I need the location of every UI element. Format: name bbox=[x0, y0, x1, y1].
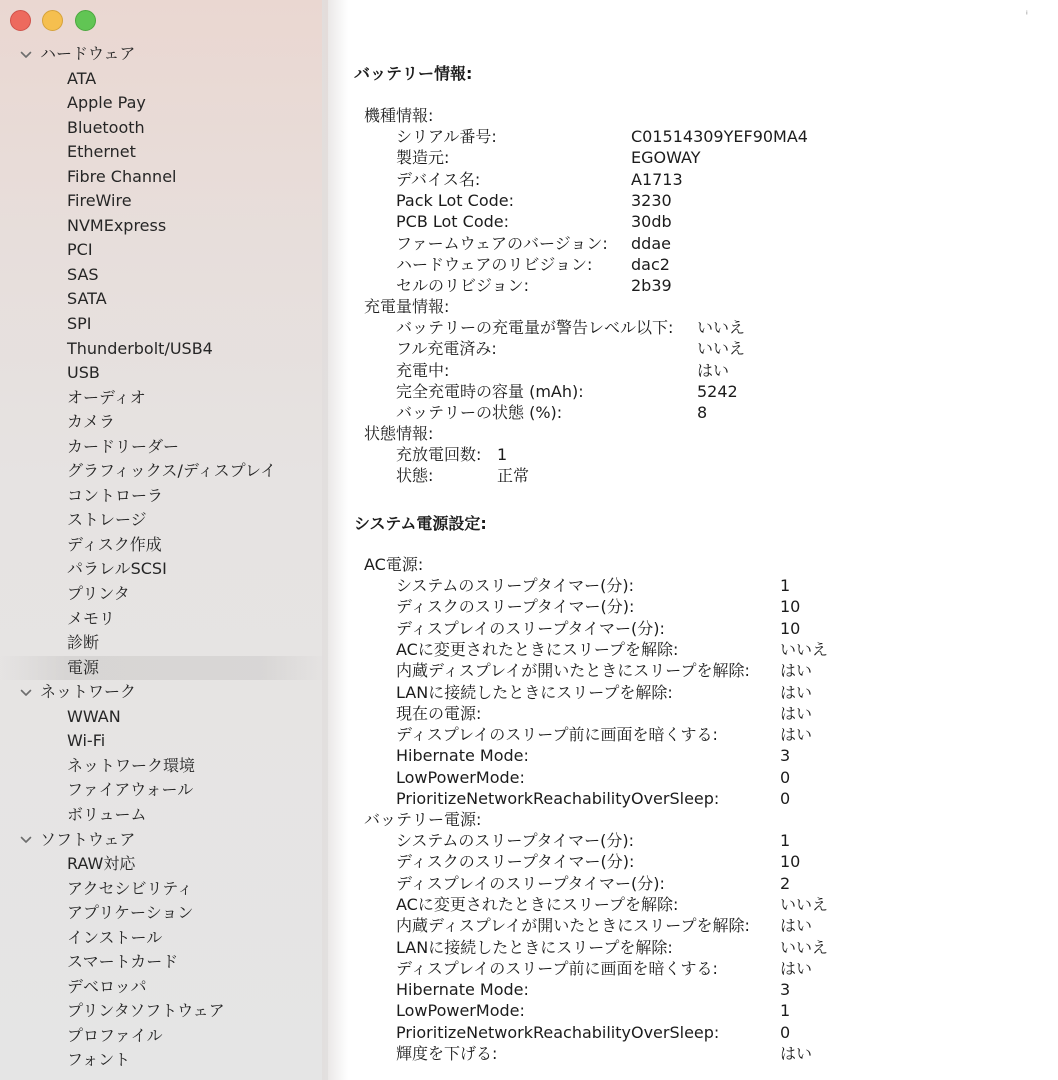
sidebar-item[interactable]: SATA bbox=[67, 289, 107, 309]
info-key: PCB Lot Code: bbox=[396, 212, 510, 232]
info-key: 内蔵ディスプレイが開いたときにスリープを解除: bbox=[396, 661, 750, 681]
minimize-window-button[interactable] bbox=[42, 10, 63, 31]
info-key: PrioritizeNetworkReachabilityOverSleep: bbox=[396, 1022, 720, 1042]
info-key: システムのスリープタイマー(分): bbox=[396, 576, 635, 595]
info-key: ACに変更されたときにスリープを解除: bbox=[396, 894, 679, 914]
info-key: Hibernate Mode: bbox=[396, 980, 529, 1000]
info-key: ディスクのスリープタイマー(分): bbox=[396, 597, 635, 617]
sidebar-item[interactable]: アクセシビリティ bbox=[67, 878, 193, 898]
info-key: ディスプレイのスリープ前に画面を暗くする: bbox=[396, 958, 718, 978]
info-value: はい bbox=[780, 661, 813, 681]
sidebar-item[interactable]: ディスク作成 bbox=[67, 534, 162, 554]
sidebar-item[interactable]: ファイアウォール bbox=[67, 780, 194, 800]
info-key: 輝度を下げる: bbox=[396, 1044, 498, 1063]
maximize-window-button[interactable] bbox=[75, 10, 96, 31]
sidebar-item[interactable]: スマートカード bbox=[67, 952, 179, 972]
info-key: ディスプレイのスリープタイマー(分): bbox=[396, 618, 665, 638]
info-value: 1 bbox=[780, 576, 791, 595]
detail-pane bbox=[348, 0, 1038, 1080]
info-value: dac2 bbox=[631, 254, 670, 274]
info-key: バッテリーの状態 (%): bbox=[396, 403, 563, 423]
charge-header: 充電量情報: bbox=[364, 297, 450, 316]
info-value: はい bbox=[697, 360, 730, 380]
info-value: はい bbox=[780, 703, 813, 723]
info-value: C01514309YEF90MA4 bbox=[631, 127, 808, 146]
sidebar-group-label: ネットワーク bbox=[40, 682, 137, 702]
info-value: 3 bbox=[780, 980, 791, 1000]
info-key: LANに接続したときにスリープを解除: bbox=[396, 937, 673, 957]
sidebar-item[interactable]: メモリ bbox=[67, 608, 116, 628]
info-value: 1 bbox=[780, 831, 791, 850]
sidebar-item[interactable]: フォント bbox=[67, 1050, 131, 1070]
info-key: LowPowerMode: bbox=[396, 767, 525, 787]
info-value: はい bbox=[780, 682, 813, 702]
info-value: 10 bbox=[780, 618, 801, 638]
info-key: 現在の電源: bbox=[396, 703, 482, 723]
ac-power-header: AC電源: bbox=[364, 555, 424, 574]
info-value: 0 bbox=[780, 767, 791, 787]
sidebar-group-0[interactable] bbox=[0, 42, 328, 67]
power-section-title: システム電源設定: bbox=[354, 514, 487, 533]
info-key: 充放電回数: bbox=[396, 445, 482, 464]
info-value: 1 bbox=[780, 1001, 791, 1021]
info-key: 充電中: bbox=[396, 360, 450, 380]
sidebar-group-label: ソフトウェア bbox=[40, 829, 136, 849]
info-value: A1713 bbox=[631, 169, 683, 189]
sidebar-item[interactable]: WWAN bbox=[67, 706, 121, 726]
info-value: 0 bbox=[780, 1022, 791, 1042]
info-key: シリアル番号: bbox=[396, 127, 497, 146]
chevron-down-icon[interactable] bbox=[18, 42, 34, 67]
info-key: システムのスリープタイマー(分): bbox=[396, 831, 635, 850]
info-value: 2b39 bbox=[631, 276, 672, 296]
info-key: Pack Lot Code: bbox=[396, 190, 515, 210]
info-key: LANに接続したときにスリープを解除: bbox=[396, 682, 673, 702]
info-key: バッテリーの充電量が警告レベル以下: bbox=[396, 318, 674, 337]
sidebar-item[interactable]: パラレルSCSI bbox=[67, 559, 167, 579]
info-value: いいえ bbox=[780, 894, 829, 914]
sidebar-item[interactable]: SAS bbox=[67, 264, 99, 284]
info-key: 製造元: bbox=[396, 148, 450, 168]
info-key: ディスクのスリープタイマー(分): bbox=[396, 852, 635, 872]
sidebar-item[interactable]: RAW対応 bbox=[67, 854, 136, 874]
info-value: 8 bbox=[697, 403, 708, 423]
sidebar-tree bbox=[0, 42, 328, 1073]
info-key: フル充電済み: bbox=[396, 339, 497, 359]
sidebar-item[interactable]: カメラ bbox=[67, 412, 116, 432]
toolbar-mark: ⁱ bbox=[1026, 10, 1028, 21]
info-value: はい bbox=[780, 958, 813, 978]
sidebar-group-1[interactable] bbox=[0, 680, 328, 705]
info-value: ddae bbox=[631, 233, 671, 253]
sidebar-item[interactable]: Fibre Channel bbox=[67, 166, 177, 186]
sidebar-item[interactable]: PCI bbox=[67, 240, 93, 260]
info-key: Hibernate Mode: bbox=[396, 746, 529, 766]
sidebar-item[interactable]: ストレージ bbox=[67, 510, 147, 530]
sidebar-divider bbox=[322, 0, 348, 1080]
info-key: 完全充電時の容量 (mAh): bbox=[396, 381, 584, 401]
info-value: 2 bbox=[780, 873, 791, 893]
info-value: 1 bbox=[497, 445, 508, 464]
sidebar-item[interactable]: アプリケーション bbox=[67, 903, 194, 923]
sidebar-group-label: ハードウェア bbox=[40, 44, 136, 63]
sidebar-item[interactable]: ボリューム bbox=[67, 804, 147, 824]
sidebar-item[interactable]: NVMExpress bbox=[67, 215, 167, 235]
info-key: ハードウェアのリビジョン: bbox=[396, 254, 593, 274]
sidebar-item[interactable]: 電源 bbox=[0, 656, 328, 681]
info-value: はい bbox=[780, 916, 813, 936]
info-key: LowPowerMode: bbox=[396, 1001, 525, 1021]
sidebar-item[interactable]: Wi-Fi bbox=[67, 731, 106, 751]
info-value: 3230 bbox=[631, 190, 672, 210]
info-value: 10 bbox=[780, 597, 801, 617]
info-value: いいえ bbox=[780, 639, 829, 659]
sidebar-group-2[interactable] bbox=[0, 828, 328, 853]
sidebar bbox=[0, 0, 328, 1080]
sidebar-item[interactable]: Bluetooth bbox=[67, 117, 145, 137]
sidebar-item[interactable]: ATA bbox=[67, 68, 97, 88]
battery-section-title: バッテリー情報: bbox=[354, 64, 473, 83]
info-value: いいえ bbox=[697, 318, 746, 337]
sidebar-item[interactable]: SPI bbox=[67, 314, 92, 334]
sidebar-item[interactable]: グラフィックス/ディスプレイ bbox=[67, 461, 277, 481]
sidebar-item[interactable]: カードリーダー bbox=[67, 436, 180, 456]
battery-power-header: バッテリー電源: bbox=[364, 810, 482, 829]
info-value: いいえ bbox=[780, 937, 829, 957]
info-key: PrioritizeNetworkReachabilityOverSleep: bbox=[396, 789, 720, 808]
info-value: はい bbox=[780, 725, 813, 745]
info-key: ディスプレイのスリープ前に画面を暗くする: bbox=[396, 725, 718, 745]
info-key: ファームウェアのバージョン: bbox=[396, 233, 608, 253]
info-value: 正常 bbox=[497, 466, 530, 486]
sidebar-item[interactable]: ネットワーク環境 bbox=[67, 755, 196, 775]
info-key: ACに変更されたときにスリープを解除: bbox=[396, 639, 679, 659]
status-header: 状態情報: bbox=[364, 424, 434, 443]
sidebar-item[interactable]: Apple Pay bbox=[67, 93, 146, 113]
info-key: デバイス名: bbox=[396, 169, 481, 189]
info-value: 3 bbox=[780, 746, 791, 766]
info-value: 10 bbox=[780, 852, 801, 872]
sidebar-item[interactable]: プリンタ bbox=[67, 584, 130, 604]
info-value: いいえ bbox=[697, 339, 746, 359]
close-window-button[interactable] bbox=[10, 10, 31, 31]
info-value: 30db bbox=[631, 212, 672, 232]
sidebar-item[interactable]: インストール bbox=[67, 927, 163, 947]
sidebar-item[interactable]: Ethernet bbox=[67, 142, 136, 162]
info-key: ディスプレイのスリープタイマー(分): bbox=[396, 873, 665, 893]
chevron-down-icon[interactable] bbox=[18, 828, 34, 853]
info-key: 状態: bbox=[396, 466, 434, 486]
info-key: セルのリビジョン: bbox=[396, 276, 530, 296]
info-key: 内蔵ディスプレイが開いたときにスリープを解除: bbox=[396, 916, 750, 936]
model-header: 機種情報: bbox=[364, 106, 434, 125]
info-value: はい bbox=[780, 1044, 813, 1063]
sidebar-item[interactable]: 診断 bbox=[67, 633, 100, 653]
sidebar-item[interactable]: デベロッパ bbox=[67, 976, 147, 996]
sidebar-item[interactable]: プリンタソフトウェア bbox=[67, 1001, 225, 1021]
sidebar-item[interactable]: USB bbox=[67, 363, 100, 383]
chevron-down-icon[interactable] bbox=[18, 680, 34, 705]
info-value: 0 bbox=[780, 789, 791, 808]
info-value: EGOWAY bbox=[631, 148, 701, 168]
sidebar-item[interactable]: オーディオ bbox=[67, 387, 146, 407]
sidebar-item[interactable]: コントローラ bbox=[67, 485, 164, 505]
sidebar-item[interactable]: Thunderbolt/USB4 bbox=[67, 338, 213, 358]
sidebar-item[interactable]: FireWire bbox=[67, 191, 132, 211]
sidebar-item[interactable]: プロファイル bbox=[67, 1025, 163, 1045]
info-value: 5242 bbox=[697, 381, 738, 401]
